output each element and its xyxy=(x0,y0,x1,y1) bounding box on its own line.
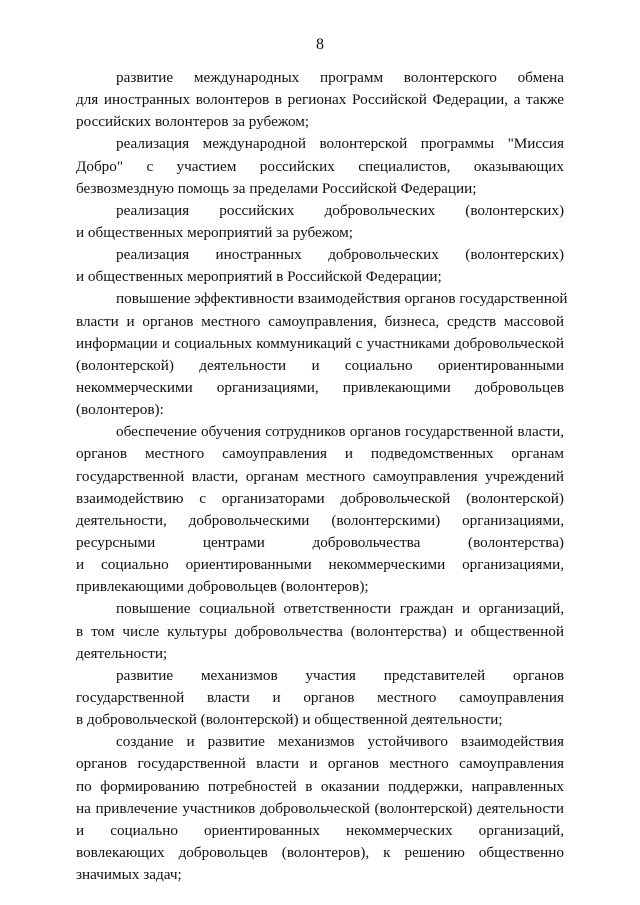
paragraph-line: и социально ориентированных некоммерческих организаций, xyxy=(76,821,564,839)
paragraph-line: Добро" с участием российских специалистов, оказывающих xyxy=(76,157,564,175)
paragraph-line: информации и социальных коммуникаций с участниками добровольческой xyxy=(76,334,564,352)
paragraph-line: государственной власти и органов местного самоуправления xyxy=(76,688,564,706)
paragraph-line: некоммерческими организациями, привлекающими добровольцев xyxy=(76,378,564,396)
paragraph-line: безвозмездную помощь за пределами Российской Федерации; xyxy=(76,179,477,197)
paragraph-line: повышение социальной ответственности граждан и организаций, xyxy=(116,600,564,618)
paragraph-line: для иностранных волонтеров в регионах Российской Федерации, а также xyxy=(76,91,564,109)
paragraph-line: в том числе культуры добровольчества (волонтерства) и общественной xyxy=(76,622,564,640)
paragraph-line: на привлечение участников добровольческой (волонтерской) деятельности xyxy=(76,799,564,817)
paragraph-line: (волонтерской) деятельности и социально ориентированными xyxy=(76,356,564,374)
paragraph-line: в добровольческой (волонтерской) и общественной деятельности; xyxy=(76,711,503,729)
paragraph xyxy=(76,598,564,664)
paragraph-line: и общественных мероприятий за рубежом; xyxy=(76,223,354,241)
paragraph xyxy=(76,421,564,598)
paragraph xyxy=(76,67,564,133)
paragraph-line: государственной власти, органам местного самоуправления учреждений xyxy=(76,467,564,485)
paragraph xyxy=(76,288,568,421)
paragraph-line: и социально ориентированными некоммерческими организациями, xyxy=(76,556,564,574)
paragraph-line: обеспечение обучения сотрудников органов государственной власти, xyxy=(116,423,564,441)
paragraph-line: вовлекающих добровольцев (волонтеров), к решению общественно xyxy=(76,843,564,861)
paragraph-line: российских волонтеров за рубежом; xyxy=(76,113,310,131)
paragraph-line: значимых задач; xyxy=(76,866,182,884)
paragraph-line: органов местного самоуправления и подведомственных органам xyxy=(76,445,564,463)
paragraph-line: развитие международных программ волонтерского обмена xyxy=(116,69,564,86)
paragraph-line: развитие механизмов участия представителей органов xyxy=(116,666,564,684)
paragraph-line: реализация российских добровольческих (волонтерских) xyxy=(116,201,564,219)
page-number: 8 xyxy=(316,36,324,53)
paragraph-line: органов государственной власти и органов местного самоуправления xyxy=(76,755,564,773)
paragraph-line: реализация иностранных добровольческих (волонтерских) xyxy=(116,246,564,264)
paragraph-line: и общественных мероприятий в Российской Федерации; xyxy=(76,268,442,286)
paragraph xyxy=(76,133,564,199)
paragraph-line: деятельности; xyxy=(76,644,168,662)
paragraph xyxy=(76,244,564,288)
paragraph-line: ресурсными центрами добровольчества (волонтерства) xyxy=(76,533,564,551)
paragraph-line: создание и развитие механизмов устойчивого взаимодействия xyxy=(116,733,564,751)
paragraph-line: по формированию потребностей в оказании поддержки, направленных xyxy=(76,777,564,795)
paragraph xyxy=(76,665,564,731)
paragraph-line: деятельности, добровольческими (волонтерскими) организациями, xyxy=(76,511,564,529)
paragraph-line: повышение эффективности взаимодействия органов государственной xyxy=(116,290,568,308)
paragraph-line: привлекающими добровольцев (волонтеров); xyxy=(76,578,369,596)
paragraph xyxy=(76,731,564,886)
paragraph-line: реализация международной волонтерской программы "Миссия xyxy=(116,135,564,153)
paragraph-line: взаимодействию с организаторами добровольческой (волонтерской) xyxy=(76,489,564,507)
document-body xyxy=(76,67,568,886)
paragraph-line: власти и органов местного самоуправления, бизнеса, средств массовой xyxy=(76,312,564,330)
paragraph xyxy=(76,200,564,244)
paragraph-line: (волонтеров): xyxy=(76,401,164,419)
